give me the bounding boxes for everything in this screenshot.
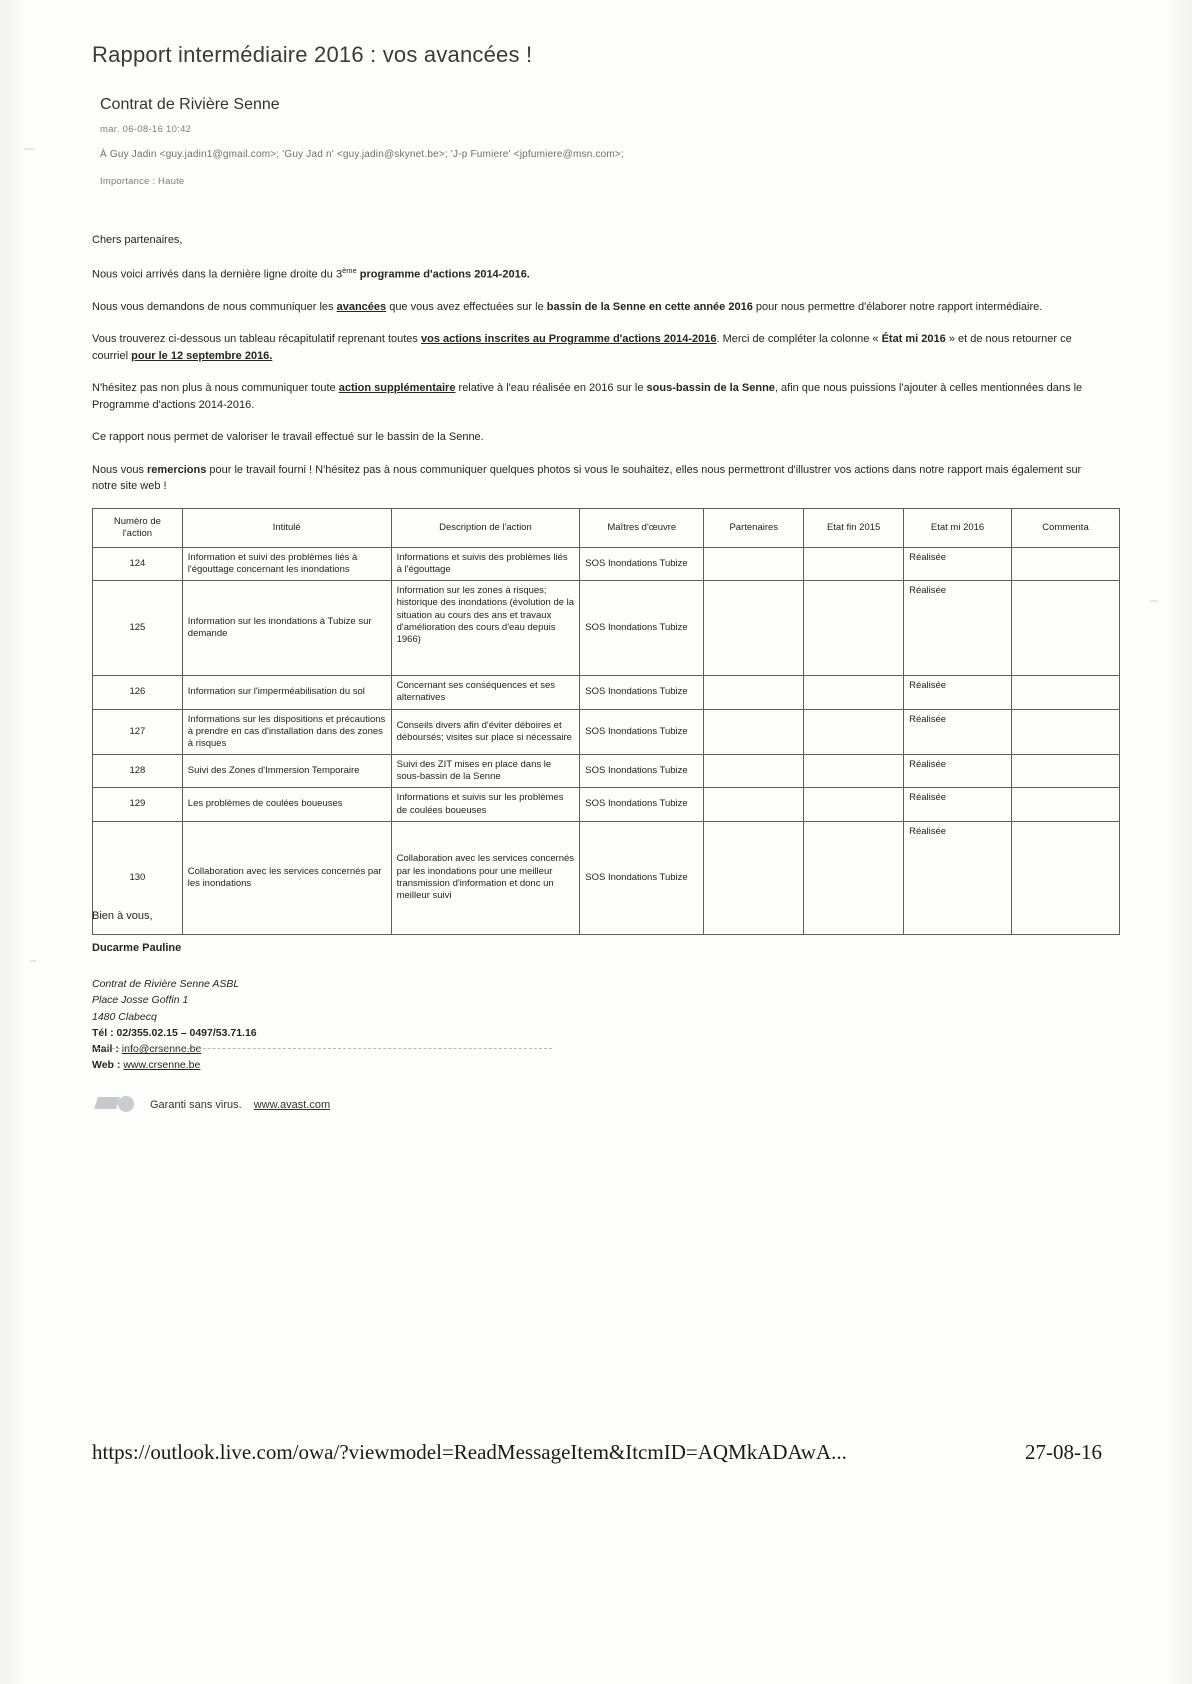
table-row	[93, 581, 1120, 676]
cell-etat-fin-2015	[804, 821, 904, 934]
p3-bold-underline-1: vos actions inscrites au Programme d'actions 2014-2016	[420, 333, 717, 346]
signature-web-label: Web :	[92, 1059, 121, 1072]
cell-maitre: SOS Inondations Tubize	[580, 581, 704, 676]
p3-text-b: . Merci de compléter la colonne «	[716, 333, 882, 346]
p4-bold-underline-1: action supplémentaire	[338, 382, 456, 395]
cell-etat-mi-2016: Réalisée	[904, 788, 1012, 821]
cell-etat-mi-2016: Réalisée	[904, 821, 1012, 934]
cell-etat-mi-2016: Réalisée	[904, 676, 1012, 709]
signature-divider	[92, 1048, 552, 1049]
cell-numero: 128	[93, 755, 183, 788]
column-header-description: Description de l'action	[391, 509, 580, 548]
signature-phone-line	[92, 1025, 257, 1041]
cell-commentaire	[1012, 581, 1120, 676]
avast-link[interactable]: www.avast.com	[253, 1099, 331, 1111]
cell-description: Informations et suivis des problèmes liés à l'égouttage	[391, 548, 580, 581]
signature-name: Ducarme Pauline	[92, 942, 182, 954]
cell-etat-mi-2016: Réalisée	[904, 581, 1012, 676]
cell-intitule: Information et suivi des problèmes liés à l'égouttage concernant les inondations	[182, 548, 391, 581]
cell-numero: 125	[93, 581, 183, 676]
footer-url-text: https://outlook.live.com/owa/?viewmodel=ReadMessageItem&ItcmID=AQMkADAwA...	[92, 1440, 847, 1464]
cell-partenaires	[704, 821, 804, 934]
cell-maitre: SOS Inondations Tubize	[580, 788, 704, 821]
p3-text-a: Vous trouverez ci-dessous un tableau récapitulatif reprenant toutes	[92, 333, 421, 346]
body-paragraph-2	[92, 299, 1102, 316]
table-row	[93, 548, 1120, 581]
p6-text-b: pour le travail fourni ! N'hésitez pas à nous communiquer quelques photos si vous le souhaitez, elles nous permettront d'illustrer vos actions dans notre rapport mais également sur notre site web !	[92, 463, 1082, 493]
signature-mail-label: Mail :	[92, 1043, 119, 1056]
signature-phone-value: 02/355.02.15 – 0497/53.71.16	[116, 1026, 257, 1039]
cell-numero: 130	[93, 821, 183, 934]
cell-etat-mi-2016: Réalisée	[904, 709, 1012, 754]
p4-bold-1: sous-bassin de la Senne	[646, 382, 775, 395]
cell-partenaires	[704, 548, 804, 581]
table-row	[93, 709, 1120, 754]
p2-text-b: que vous avez effectuées sur le	[386, 300, 547, 313]
page-title: Rapport intermédiaire 2016 : vos avancées !	[92, 42, 533, 67]
p3-bold-1: État mi 2016	[881, 333, 946, 346]
mail-sender: Contrat de Rivière Senne	[100, 96, 280, 113]
cell-intitule: Suivi des Zones d'Immersion Temporaire	[182, 755, 391, 788]
scan-speck	[1150, 600, 1158, 602]
table-row	[93, 788, 1120, 821]
cell-commentaire	[1012, 788, 1120, 821]
column-header-numero: Numéro de l'action	[93, 509, 183, 548]
cell-description: Collaboration avec les services concernés par les inondations pour une meilleur transmission d'information et donc un meilleur suivi	[391, 821, 580, 934]
cell-maitre: SOS Inondations Tubize	[580, 755, 704, 788]
p2-text-a: Nous vous demandons de nous communiquer les	[92, 300, 337, 313]
signature-web-link[interactable]: www.crsenne.be	[123, 1059, 201, 1072]
mail-importance: Importance : Haute	[100, 176, 185, 187]
signature-web-line	[92, 1057, 257, 1073]
table-row	[93, 676, 1120, 709]
signature-block	[92, 910, 257, 1074]
cell-description: Information sur les zones à risques; historique des inondations (évolution de la situation au cours des ans et travaux d'amélioration des cours d'eau depuis 1966)	[391, 581, 580, 676]
cell-numero: 124	[93, 548, 183, 581]
column-header-partenaires: Partenaires	[704, 509, 804, 548]
signature-closing: Bien à vous,	[92, 910, 153, 922]
avast-footer	[96, 1094, 330, 1116]
cell-commentaire	[1012, 709, 1120, 754]
cell-numero: 126	[93, 676, 183, 709]
table-header-row	[93, 509, 1120, 548]
column-header-intitule: Intitulé	[182, 509, 391, 548]
cell-intitule: Les problèmes de coulées boueuses	[182, 788, 391, 821]
cell-partenaires	[704, 755, 804, 788]
column-header-maitres: Maîtres d'œuvre	[580, 509, 704, 548]
footer-date: 27-08-16	[1025, 1440, 1102, 1464]
body-paragraph-1	[92, 265, 1102, 283]
cell-intitule: Informations sur les dispositions et précautions à prendre en cas d'installation dans des zones à risques	[182, 709, 391, 754]
mail-header	[100, 96, 1080, 187]
cell-etat-mi-2016: Réalisée	[904, 755, 1012, 788]
p1-text-b: programme d'actions 2014-2016.	[356, 268, 530, 281]
cell-partenaires	[704, 709, 804, 754]
signature-org: Contrat de Rivière Senne ASBL	[92, 978, 240, 990]
cell-intitule: Information sur les inondations à Tubize sur demande	[182, 581, 391, 676]
body-paragraph-3	[92, 331, 1102, 364]
cell-description: Informations et suivis sur les problèmes de coulées boueuses	[391, 788, 580, 821]
p6-text-a: Nous vous	[92, 463, 148, 476]
p2-text-c: pour nous permettre d'élaborer notre rapport intermédiaire.	[752, 300, 1043, 313]
cell-commentaire	[1012, 821, 1120, 934]
cell-commentaire	[1012, 676, 1120, 709]
cell-etat-mi-2016: Réalisée	[904, 548, 1012, 581]
mail-body	[92, 232, 1102, 511]
cell-etat-fin-2015	[804, 581, 904, 676]
p6-bold-1: remercions	[147, 463, 207, 476]
signature-mail-line	[92, 1041, 257, 1057]
column-header-etat-fin-2015: Etat fin 2015	[804, 509, 904, 548]
p1-superscript: ème	[342, 265, 357, 275]
cell-etat-fin-2015	[804, 709, 904, 754]
column-header-etat-mi-2016: Etat mi 2016	[904, 509, 1012, 548]
cell-description: Conseils divers afin d'éviter déboires et déboursés; visites sur place si nécessaire	[391, 709, 580, 754]
p4-text-b: relative à l'eau réalisée en 2016 sur le	[455, 382, 647, 395]
p1-text-a: Nous voici arrivés dans la dernière ligne droite du 3	[92, 268, 343, 281]
cell-commentaire	[1012, 755, 1120, 788]
mail-date: mar. 06-08-16 10:42	[100, 124, 192, 135]
scan-edge-left	[0, 0, 26, 1684]
cell-maitre: SOS Inondations Tubize	[580, 709, 704, 754]
scan-edge-right	[1166, 0, 1192, 1684]
avast-logo-icon	[96, 1094, 138, 1116]
cell-partenaires	[704, 788, 804, 821]
body-greeting: Chers partenaires,	[92, 234, 183, 246]
p4-text-a: N'hésitez pas non plus à nous communiquer toute	[92, 382, 339, 395]
cell-partenaires	[704, 581, 804, 676]
cell-etat-fin-2015	[804, 755, 904, 788]
p2-bold-1: bassin de la Senne en cette année 2016	[546, 300, 753, 313]
cell-maitre: SOS Inondations Tubize	[580, 821, 704, 934]
cell-etat-fin-2015	[804, 788, 904, 821]
cell-numero: 129	[93, 788, 183, 821]
cell-etat-fin-2015	[804, 676, 904, 709]
signature-mail-link[interactable]: info@crsenne.be	[121, 1043, 202, 1056]
print-footer	[92, 1440, 1102, 1465]
cell-intitule: Information sur l'imperméabilisation du sol	[182, 676, 391, 709]
body-paragraph-5: Ce rapport nous permet de valoriser le travail effectué sur le bassin de la Senne.	[92, 431, 484, 444]
avast-text: Garanti sans virus.	[150, 1099, 242, 1111]
p3-bold-underline-2: pour le 12 septembre 2016.	[131, 349, 273, 362]
cell-maitre: SOS Inondations Tubize	[580, 548, 704, 581]
scan-speck	[24, 148, 34, 150]
cell-partenaires	[704, 676, 804, 709]
cell-maitre: SOS Inondations Tubize	[580, 676, 704, 709]
body-paragraph-4	[92, 380, 1102, 413]
signature-phone-label: Tél :	[92, 1026, 114, 1039]
cell-intitule: Collaboration avec les services concernés par les inondations	[182, 821, 391, 934]
cell-numero: 127	[93, 709, 183, 754]
cell-description: Concernant ses conséquences et ses alternatives	[391, 676, 580, 709]
cell-etat-fin-2015	[804, 548, 904, 581]
cell-description: Suivi des ZIT mises en place dans le sous-bassin de la Senne	[391, 755, 580, 788]
body-paragraph-6	[92, 462, 1102, 495]
signature-address-street: Place Josse Goffin 1	[92, 994, 189, 1007]
actions-table	[92, 508, 1120, 935]
p2-underline-1: avancées	[336, 300, 387, 313]
p4-text-c: , afin que nous puissions l'ajouter à celles mentionnées dans le Programme d'actions 2014-2016.	[92, 382, 1083, 411]
table-row	[93, 755, 1120, 788]
signature-details	[92, 976, 257, 1074]
mail-recipients: À Guy Jadin <guy.jadin1@gmail.com>; 'Guy Jad n' <guy.jadin@skynet.be>; 'J-p Fumiere' <jpfumiere@msn.com>;	[100, 149, 624, 160]
cell-commentaire	[1012, 548, 1120, 581]
scan-speck	[30, 960, 36, 962]
column-header-commentaire: Commenta	[1012, 509, 1120, 548]
p3-text-c: » et de nous retourner ce courriel	[92, 333, 1072, 362]
signature-address-city: 1480 Clabecq	[92, 1010, 157, 1023]
